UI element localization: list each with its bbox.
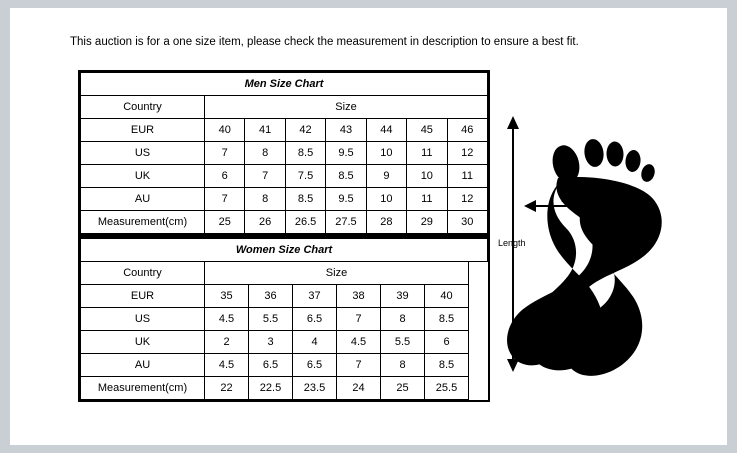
table-row xyxy=(81,331,488,354)
cell: 2 xyxy=(205,331,249,354)
cell: 7 xyxy=(245,165,285,188)
cell: 7.5 xyxy=(285,165,325,188)
row-label-measurement: Measurement(cm) xyxy=(81,211,205,234)
column-header-country: Country xyxy=(81,96,205,119)
cell: 8 xyxy=(245,188,285,211)
cell: 6.5 xyxy=(249,354,293,377)
cell: 25.5 xyxy=(425,377,469,400)
cell: 10 xyxy=(407,165,447,188)
cell: 8 xyxy=(381,308,425,331)
auction-notice: This auction is for a one size item, please check the measurement in description to ensure a best fit. xyxy=(70,36,579,48)
cell: 8.5 xyxy=(425,354,469,377)
row-label-measurement: Measurement(cm) xyxy=(81,377,205,400)
cell: 4.5 xyxy=(205,308,249,331)
table-row xyxy=(81,354,488,377)
table-row xyxy=(81,262,488,285)
table-row xyxy=(81,377,488,400)
cell: 8 xyxy=(381,354,425,377)
cell: 8.5 xyxy=(425,308,469,331)
cell: 40 xyxy=(425,285,469,308)
row-label-uk: UK xyxy=(81,165,205,188)
toe-3-icon xyxy=(606,141,624,167)
cell: 40 xyxy=(205,119,245,142)
cell: 11 xyxy=(407,188,447,211)
row-label-uk: UK xyxy=(81,331,205,354)
cell: 25 xyxy=(205,211,245,234)
table-row xyxy=(81,165,488,188)
cell: 3 xyxy=(249,331,293,354)
cell: 35 xyxy=(205,285,249,308)
column-header-size: Size xyxy=(205,262,469,285)
cell: 30 xyxy=(447,211,487,234)
men-size-table xyxy=(80,72,488,234)
cell: 8 xyxy=(245,142,285,165)
cell: 8.5 xyxy=(285,142,325,165)
toe-4-icon xyxy=(624,149,641,172)
table-row xyxy=(81,308,488,331)
cell: 4.5 xyxy=(205,354,249,377)
cell: 43 xyxy=(326,119,366,142)
cell: 27.5 xyxy=(326,211,366,234)
foot-diagram-svg xyxy=(498,116,713,386)
cell: 28 xyxy=(366,211,406,234)
cell: 7 xyxy=(337,308,381,331)
cell: 7 xyxy=(205,188,245,211)
cell: 36 xyxy=(249,285,293,308)
table-row xyxy=(81,211,488,234)
cell: 10 xyxy=(366,142,406,165)
column-header-size: Size xyxy=(205,96,488,119)
cell: 8.5 xyxy=(326,165,366,188)
cell: 6.5 xyxy=(293,308,337,331)
cell: 38 xyxy=(337,285,381,308)
cell: 44 xyxy=(366,119,406,142)
cell: 39 xyxy=(381,285,425,308)
table-row xyxy=(81,285,488,308)
document-page xyxy=(10,8,727,445)
cell: 9.5 xyxy=(326,142,366,165)
table-row xyxy=(81,188,488,211)
cell: 26 xyxy=(245,211,285,234)
toe-5-icon xyxy=(639,163,656,184)
women-size-chart xyxy=(78,236,490,402)
table-row xyxy=(81,142,488,165)
width-label: Width xyxy=(560,194,584,204)
row-label-au: AU xyxy=(81,188,205,211)
cell: 45 xyxy=(407,119,447,142)
women-chart-title: Women Size Chart xyxy=(81,239,488,262)
cell: 6 xyxy=(425,331,469,354)
cell: 12 xyxy=(447,142,487,165)
table-row xyxy=(81,96,488,119)
cell: 23.5 xyxy=(293,377,337,400)
table-row xyxy=(81,73,488,96)
cell: 11 xyxy=(407,142,447,165)
women-size-table xyxy=(80,238,488,400)
foot-measurement-diagram xyxy=(498,116,713,386)
row-label-eur: EUR xyxy=(81,119,205,142)
cell: 5.5 xyxy=(249,308,293,331)
cell: 7 xyxy=(337,354,381,377)
cell: 4.5 xyxy=(337,331,381,354)
cell: 6.5 xyxy=(293,354,337,377)
length-arrow-head-top xyxy=(507,116,519,129)
row-label-eur: EUR xyxy=(81,285,205,308)
toe-2-icon xyxy=(583,138,606,168)
cell: 5.5 xyxy=(381,331,425,354)
table-row xyxy=(81,239,488,262)
length-label: Length xyxy=(498,238,526,248)
men-size-chart xyxy=(78,70,490,236)
cell: 6 xyxy=(205,165,245,188)
cell: 9.5 xyxy=(326,188,366,211)
cell: 8.5 xyxy=(285,188,325,211)
cell: 42 xyxy=(285,119,325,142)
cell: 46 xyxy=(447,119,487,142)
table-row xyxy=(81,119,488,142)
length-arrow-head-bottom xyxy=(507,359,519,372)
cell: 11 xyxy=(447,165,487,188)
cell: 4 xyxy=(293,331,337,354)
cell: 25 xyxy=(381,377,425,400)
cell: 22 xyxy=(205,377,249,400)
cell: 10 xyxy=(366,188,406,211)
men-chart-title: Men Size Chart xyxy=(81,73,488,96)
row-label-us: US xyxy=(81,142,205,165)
cell: 12 xyxy=(447,188,487,211)
row-label-us: US xyxy=(81,308,205,331)
row-label-au: AU xyxy=(81,354,205,377)
cell: 41 xyxy=(245,119,285,142)
cell: 7 xyxy=(205,142,245,165)
column-header-country: Country xyxy=(81,262,205,285)
cell: 24 xyxy=(337,377,381,400)
cell: 29 xyxy=(407,211,447,234)
cell: 37 xyxy=(293,285,337,308)
cell: 22.5 xyxy=(249,377,293,400)
cell: 26.5 xyxy=(285,211,325,234)
cell: 9 xyxy=(366,165,406,188)
width-arrow-head-left xyxy=(524,200,536,212)
